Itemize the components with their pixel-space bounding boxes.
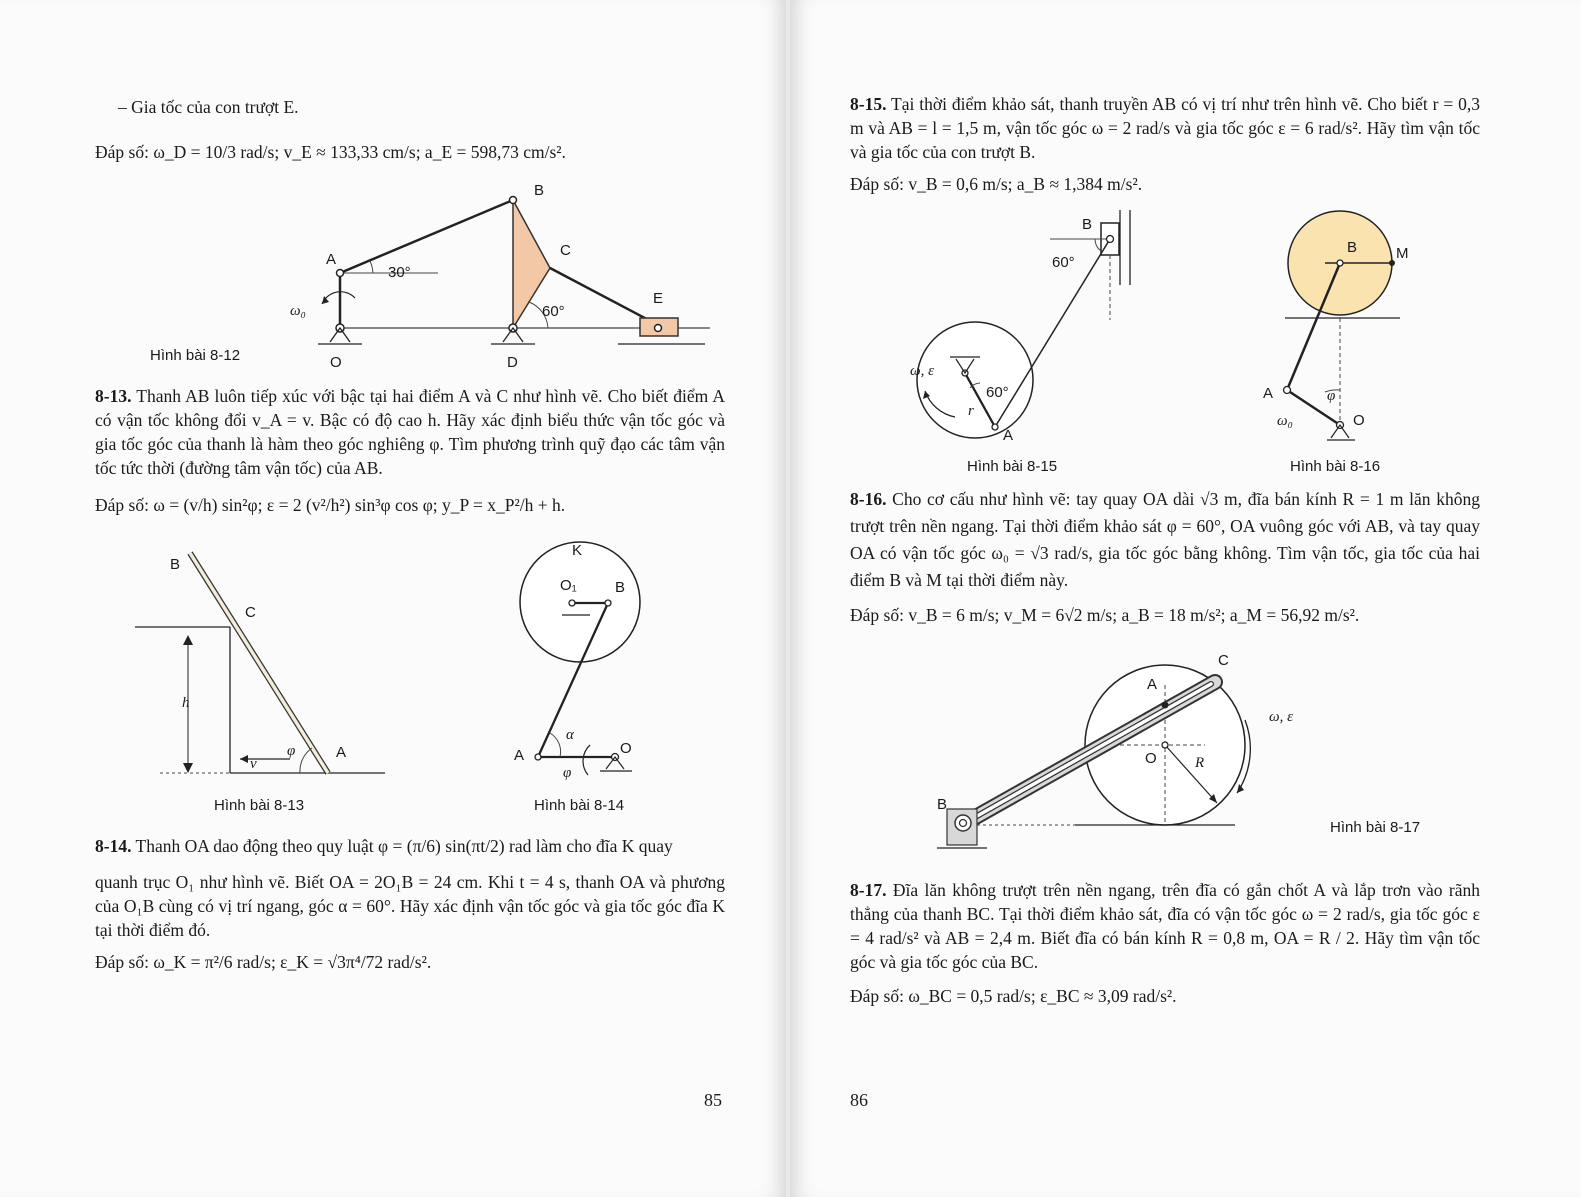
problem-number: 8-15.: [850, 94, 887, 114]
label-a: A: [1147, 676, 1158, 693]
angle-60: 60°: [542, 303, 565, 320]
label-r: r: [968, 403, 974, 419]
answer-8-16: Đáp số: v_B = 6 m/s; v_M = 6√2 m/s; a_B = 18 m/s²; a_M = 56,92 m/s².: [850, 605, 1360, 625]
label-b: B: [1082, 216, 1093, 233]
problem-number: 8-16.: [850, 489, 887, 509]
problem-number: 8-17.: [850, 880, 887, 900]
label-phi: φ: [287, 743, 296, 759]
label-o1: O₁: [560, 577, 577, 594]
problem-text-1: Thanh OA dao động theo quy luật φ = (π/6) sin(πt/2) rad làm cho đĩa K quay: [135, 836, 673, 856]
label-a: A: [1263, 385, 1274, 402]
label-a: A: [514, 747, 525, 764]
label-r: R: [1195, 755, 1205, 771]
left-page: [0, 0, 786, 1197]
problem-8-16: [850, 486, 1480, 594]
problem-8-17: [850, 878, 1480, 974]
label-k: K: [572, 542, 583, 559]
label-b: B: [937, 796, 948, 813]
figure-8-15: [900, 205, 1160, 445]
label-omega-eps: ω, ε: [1269, 709, 1294, 725]
answer-8-17: Đáp số: ω_BC = 0,5 rad/s; ε_BC ≈ 3,09 rad/s².: [850, 986, 1177, 1006]
problem-8-14-line1: [95, 834, 725, 858]
label-omega: ω₀: [1277, 413, 1293, 429]
angle-bot: 60°: [986, 384, 1009, 401]
label-b: B: [170, 556, 181, 573]
caption-8-17: Hình bài 8-17: [1330, 819, 1421, 836]
problem-number: 8-13.: [95, 386, 132, 406]
label-o: O: [330, 354, 342, 371]
problem-8-13: [95, 384, 725, 480]
problem-8-15: [850, 92, 1480, 164]
label-omega-eps: ω, ε: [910, 363, 935, 379]
problem-8-14-text: quanh trục O₁ như hình vẽ. Biết OA = 2O₁B = 24 cm. Khi t = 4 s, thanh OA và phương của O₁B cùng có vị trí ngang, góc α = 60°. Hãy xác định vận tốc góc và gia tốc góc đĩa K tại thời điểm đó.: [95, 872, 725, 940]
bullet-line: – Gia tốc của con trượt E.: [118, 97, 299, 117]
figure-8-14: [500, 535, 660, 785]
page-number-86: 86: [850, 1090, 868, 1110]
label-c: C: [245, 604, 256, 621]
page-number-85: 85: [704, 1090, 722, 1110]
label-o: O: [1145, 750, 1157, 767]
figure-8-17: [925, 645, 1294, 860]
label-e: E: [653, 290, 664, 307]
caption-8-14: Hình bài 8-14: [534, 797, 625, 814]
figure-8-12: [130, 180, 730, 375]
omega-label: ω₀: [290, 303, 306, 319]
label-a: A: [336, 744, 347, 761]
problem-text: Cho cơ cấu như hình vẽ: tay quay OA dài √3 m, đĩa bán kính R = 1 m lăn không trượt trên nền ngang. Tại thời điểm khảo sát φ = 60°, OA vuông góc với AB, và tay quay OA có vận tốc góc ω₀ = √3 rad/s, gia tốc góc bằng không. Tìm vận tốc, gia tốc của hai điểm B và M tại thời điểm này.: [850, 489, 1480, 590]
label-d: D: [507, 354, 518, 371]
angle-30: 30°: [388, 264, 411, 281]
label-phi: φ: [563, 765, 572, 781]
problem-text: Đĩa lăn không trượt trên nền ngang, trên đĩa có gắn chốt A và lắp trơn vào rãnh thẳng của thanh BC. Tại thời điểm khảo sát, đĩa có vận tốc góc ω = 2 rad/s, gia tốc góc ε = 4 rad/s² và AB = 2,4 m. Biết đĩa có bán kính R = 0,8 m, OA = R / 2. Hãy tìm vận tốc góc và gia tốc góc của BC.: [850, 880, 1481, 972]
right-page: [790, 0, 1581, 1197]
answer-8-14: Đáp số: ω_K = π²/6 rad/s; ε_K = √3π⁴/72 rad/s².: [95, 952, 432, 972]
figure-8-16: [1255, 210, 1435, 450]
answer-8-13: Đáp số: ω = (v/h) sin²φ; ε = 2 (v²/h²) sin³φ cos φ; y_P = x_P²/h + h.: [95, 495, 566, 515]
label-c: C: [560, 242, 571, 259]
label-m: M: [1396, 245, 1409, 262]
label-a: A: [1003, 427, 1014, 444]
label-b: B: [1347, 239, 1358, 256]
angle-top: 60°: [1052, 254, 1075, 271]
label-a: A: [326, 251, 337, 268]
label-h: h: [182, 695, 190, 711]
answer-8-12: Đáp số: ω_D = 10/3 rad/s; v_E ≈ 133,33 cm/s; a_E = 598,73 cm/s².: [95, 142, 566, 162]
caption-8-16: Hình bài 8-16: [1290, 458, 1381, 475]
problem-number: 8-14.: [95, 836, 132, 856]
caption-8-12: Hình bài 8-12: [150, 347, 241, 364]
problem-text: Thanh AB luôn tiếp xúc với bậc tại hai điểm A và C như hình vẽ. Cho biết điểm A có vận tốc không đổi v_A = v. Bậc có độ cao h. Hãy xác định biểu thức vận tốc góc và gia tốc góc của thanh là hàm theo góc nghiêng φ. Tìm phương trình quỹ đạo các tâm vận tốc tức thời (đường tâm vận tốc) của AB.: [95, 386, 725, 478]
caption-8-15: Hình bài 8-15: [967, 458, 1058, 475]
label-o: O: [620, 740, 632, 757]
label-b: B: [534, 182, 545, 199]
label-c: C: [1218, 652, 1229, 669]
label-o: O: [1353, 412, 1365, 429]
label-b: B: [615, 579, 626, 596]
label-v: v⃗: [250, 756, 269, 772]
label-alpha: α: [566, 727, 574, 743]
figure-8-13: [130, 545, 400, 785]
label-phi: φ: [1327, 388, 1336, 404]
answer-8-15: Đáp số: v_B = 0,6 m/s; a_B ≈ 1,384 m/s².: [850, 174, 1143, 194]
problem-text: Tại thời điểm khảo sát, thanh truyền AB có vị trí như trên hình vẽ. Cho biết r = 0,3 m và AB = l = 1,5 m, vận tốc góc ω = 2 rad/s và gia tốc góc ε = 6 rad/s². Hãy tìm vận tốc và gia tốc của con trượt B.: [850, 94, 1480, 162]
caption-8-13: Hình bài 8-13: [214, 797, 305, 814]
